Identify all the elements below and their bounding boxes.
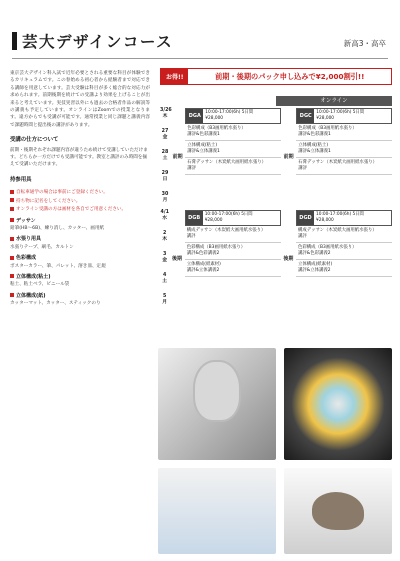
session-row: 立体構成(紙素材) 講評&立体講義2	[185, 260, 281, 277]
page-subtitle: 新高3・高卒	[343, 39, 386, 48]
intro-text: 東京芸大デザイン科入試で近年必要とされる重要な科目が体験できるカリキュラムです。この春始める初心者から経験者まで対応できる講師を用意しています。芸大受験は科目が多く総合的な対応力が求められます。前期後期を続けての受講より効果を上げることが出来ると考えています。実技実習以外にも過去の合格者作品の解説等の講義も予定しています。オンラインはZoomでの授業となります。遠方からでも受講が可能です。通常授業と同じ課題と講義内容で課題時間と提出後の講評があります。	[10, 71, 150, 128]
date-column: 4/1 水 2 木 3 金 4 土 5 月	[160, 210, 169, 305]
term-label: 前期	[283, 153, 294, 160]
term-block	[160, 108, 392, 204]
discount-banner	[160, 68, 392, 85]
items-title: 持参用具	[10, 176, 32, 183]
session-row: 構成デッサン（木炭紙大画用紙水張り） 講評	[185, 226, 281, 243]
bullet-icon	[10, 190, 14, 194]
online-panel: DGD 10:00-17:00(6h) 5日間 ¥28,000 構成デッサン（木炭紙大画用紙水張り） 講評 色彩構成（B3画用紙水張り） 講評&色彩講義2 立体構成(紙素材) 講評&立体講義2	[296, 210, 392, 306]
session-row: 色彩構成（B3画用紙水張り） 講評&色彩講義1	[296, 124, 392, 141]
bullet-icon	[10, 293, 14, 297]
course-code: DGB	[186, 211, 203, 225]
left-column	[10, 70, 150, 308]
discount-text: 前期・後期のパック申し込みで¥2,000割引!!	[215, 71, 365, 81]
course-code: DGD	[297, 211, 314, 225]
bullet-icon	[10, 256, 14, 260]
material-title: 水張り用具	[10, 236, 150, 243]
color-composition-icon	[284, 348, 392, 460]
course-code: DGC	[297, 109, 314, 123]
session-row: 色彩構成（B3画用紙水張り） 講評&色彩講義2	[296, 243, 392, 260]
bullet-icon	[10, 237, 14, 241]
term-block	[160, 210, 392, 306]
method-title: 受講の仕方について	[10, 137, 59, 144]
method-text: 前期・後期それぞれ課題内容が違うため続けて受講していただけます。どちらか一方だけでも受講可能です。教室と講評のみ時間を揃えて受講いただけます。	[10, 147, 148, 168]
session-row: 構成デッサン（木炭紙大画用紙水張り） 講評	[296, 226, 392, 243]
material-text: カッターマット、カッター、スティックのり	[10, 301, 101, 307]
header-divider	[12, 58, 388, 59]
materials-list	[10, 218, 150, 308]
material-title: 立体構成(紙)	[10, 293, 150, 300]
session-row: 立体構成(粘土) 講評&立体講義1	[185, 141, 281, 158]
date-column: 3/26 木 27 金 28 土 29 日 30 月	[160, 108, 172, 203]
note-item: オンライン受講の方は画材を各自でご用意ください。	[10, 206, 150, 213]
note-item: 持ち物に記名をしてください。	[10, 198, 150, 205]
classroom-panel: DGA 10:00-17:00(6h) 5日間 ¥28,000 色彩構成（B3画用紙水張り） 講評&色彩講義1 立体構成(粘土) 講評&立体講義1 石膏デッサン（木炭紙大画用紙水張り） 講評	[185, 108, 281, 204]
material-title: 色彩構成	[10, 255, 150, 262]
material-text: 粘土、粘土ベラ、ビニール袋	[10, 282, 70, 288]
term-label: 後期	[283, 255, 294, 262]
bullet-icon	[10, 207, 14, 211]
session-row: 石膏デッサン（木炭紙大画用紙水張り） 講評	[185, 158, 281, 175]
bullet-icon	[10, 198, 14, 202]
session-row: 立体構成(粘土) 講評&立体講義1	[296, 141, 392, 158]
term-label: 後期	[172, 255, 183, 262]
classroom-panel: DGB 10:00-17:00(6h) 5日間 ¥28,000 構成デッサン（木炭紙大画用紙水張り） 講評 色彩構成（B3画用紙水張り） 講評&色彩講義2 立体構成(紙素材) 講評&立体講義2	[185, 210, 281, 306]
schedule	[160, 108, 392, 309]
online-panel: DGC 10:00-17:00(6h) 5日間 ¥28,000 色彩構成（B3画用紙水張り） 講評&色彩講義1 立体構成(粘土) 講評&立体講義1 石膏デッサン（木炭紙大画用紙水張り） 講評	[296, 108, 392, 204]
paper-sculpture-icon	[284, 468, 392, 554]
material-text: 鉛筆(HB〜6B)、練り消し、カッター、画用紙	[10, 225, 105, 231]
header-accent-bar	[12, 32, 17, 50]
session-row: 石膏デッサン（木炭紙大画用紙水張り） 講評	[296, 158, 392, 175]
plaster-bust-icon	[158, 348, 276, 460]
course-code: DGA	[186, 109, 203, 123]
clay-sculpture-icon	[158, 468, 276, 554]
note-item: 自転車通学の場合は事前にご登録ください。	[10, 189, 150, 196]
bullet-icon	[10, 218, 14, 222]
bullet-icon	[10, 274, 14, 278]
material-title: デッサン	[10, 218, 150, 225]
schedule-column	[160, 68, 392, 305]
online-label: オンライン	[276, 96, 392, 106]
session-row: 色彩構成（B3画用紙水張り） 講評&色彩講義1	[185, 124, 281, 141]
page-title: 芸大デザインコース	[22, 33, 174, 51]
material-text: ポスターカラー、筆、パレット、溶き皿、定規	[10, 263, 106, 269]
session-row: 立体構成(紙素材) 講評&立体講義2	[296, 260, 392, 277]
discount-badge: お得!!	[161, 69, 188, 84]
material-text: 水張りテープ、刷毛、カルトン	[10, 244, 74, 250]
term-label: 前期	[172, 153, 183, 160]
session-row: 色彩構成（B3画用紙水張り） 講評&色彩講義2	[185, 243, 281, 260]
notes-list	[10, 189, 150, 213]
material-title: 立体構成(粘土)	[10, 274, 150, 281]
